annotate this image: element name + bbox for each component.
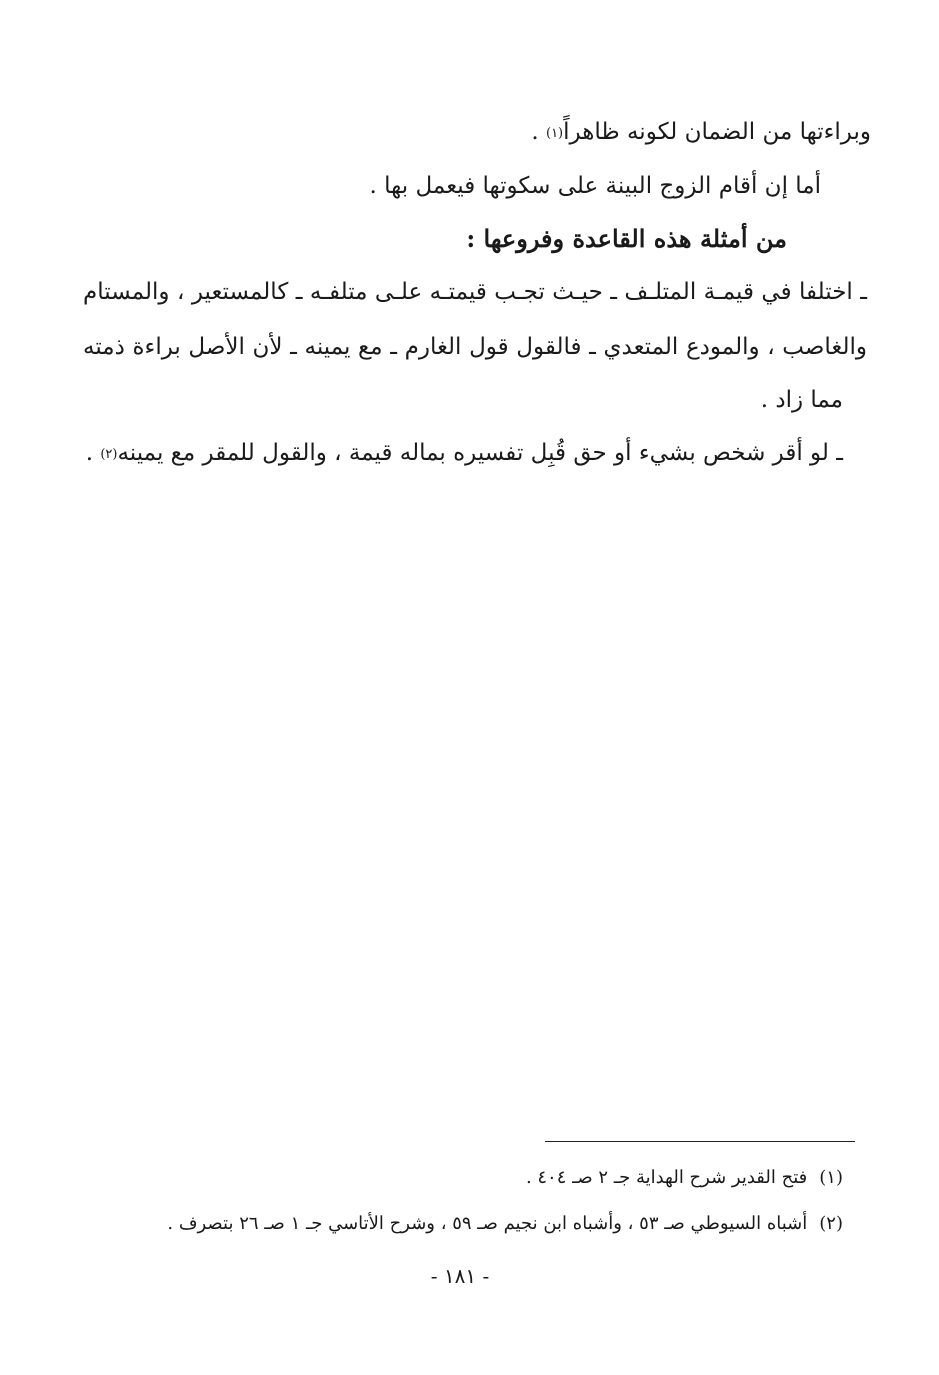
line-1-text: وبراءتها من الضمان لكونه ظاهراً <box>563 119 871 145</box>
paragraph-line-1 <box>531 116 871 152</box>
paragraph-line-6: مما زاد . <box>760 387 843 413</box>
footnote-2-text: أشباه السيوطي صـ ٥٣ ، وأشباه ابن نجيم صـ ٥٩ ، وشرح الأتاسي جـ ١ صـ ٢٦ بتصرف . <box>167 1213 808 1234</box>
footnote-ref-2: (٢) <box>100 447 118 462</box>
line-7-end: . <box>85 440 101 466</box>
paragraph-line-2: أما إن أقام الزوج البينة على سكوتها فيعمل بها . <box>369 173 821 199</box>
section-heading: من أمثلة هذه القاعدة وفروعها : <box>466 224 787 253</box>
paragraph-line-5: والغاصب ، والمودع المتعدي ـ فالقول قول الغارم ـ مع يمينه ـ لأن الأصل براءة ذمته <box>83 334 867 360</box>
footnote-2-number: (٢) <box>819 1213 843 1234</box>
footnote-ref-1: (١) <box>545 126 564 141</box>
page-number: - ١٨١ - <box>430 1264 490 1288</box>
footnote-1-text: فتح القدير شرح الهداية جـ ٢ صـ ٤٠٤ . <box>525 1167 808 1188</box>
paragraph-line-7 <box>86 437 843 473</box>
line-7-text: ـ لو أقر شخص بشيء أو حق قُبِل تفسيره بماله قيمة ، والقول للمقر مع يمينه <box>117 440 843 466</box>
footnote-2 <box>167 1211 843 1237</box>
paragraph-line-4: ـ اختلفا في قيمـة المتلـف ـ حيـث تجـب قيمتـه علـى متلفـه ـ كالمستعير ، والمستام <box>83 279 867 305</box>
line-1-end: . <box>531 119 546 145</box>
footnote-1-number: (١) <box>819 1167 843 1188</box>
footnote-1 <box>526 1165 843 1191</box>
footnote-separator <box>545 1141 855 1142</box>
